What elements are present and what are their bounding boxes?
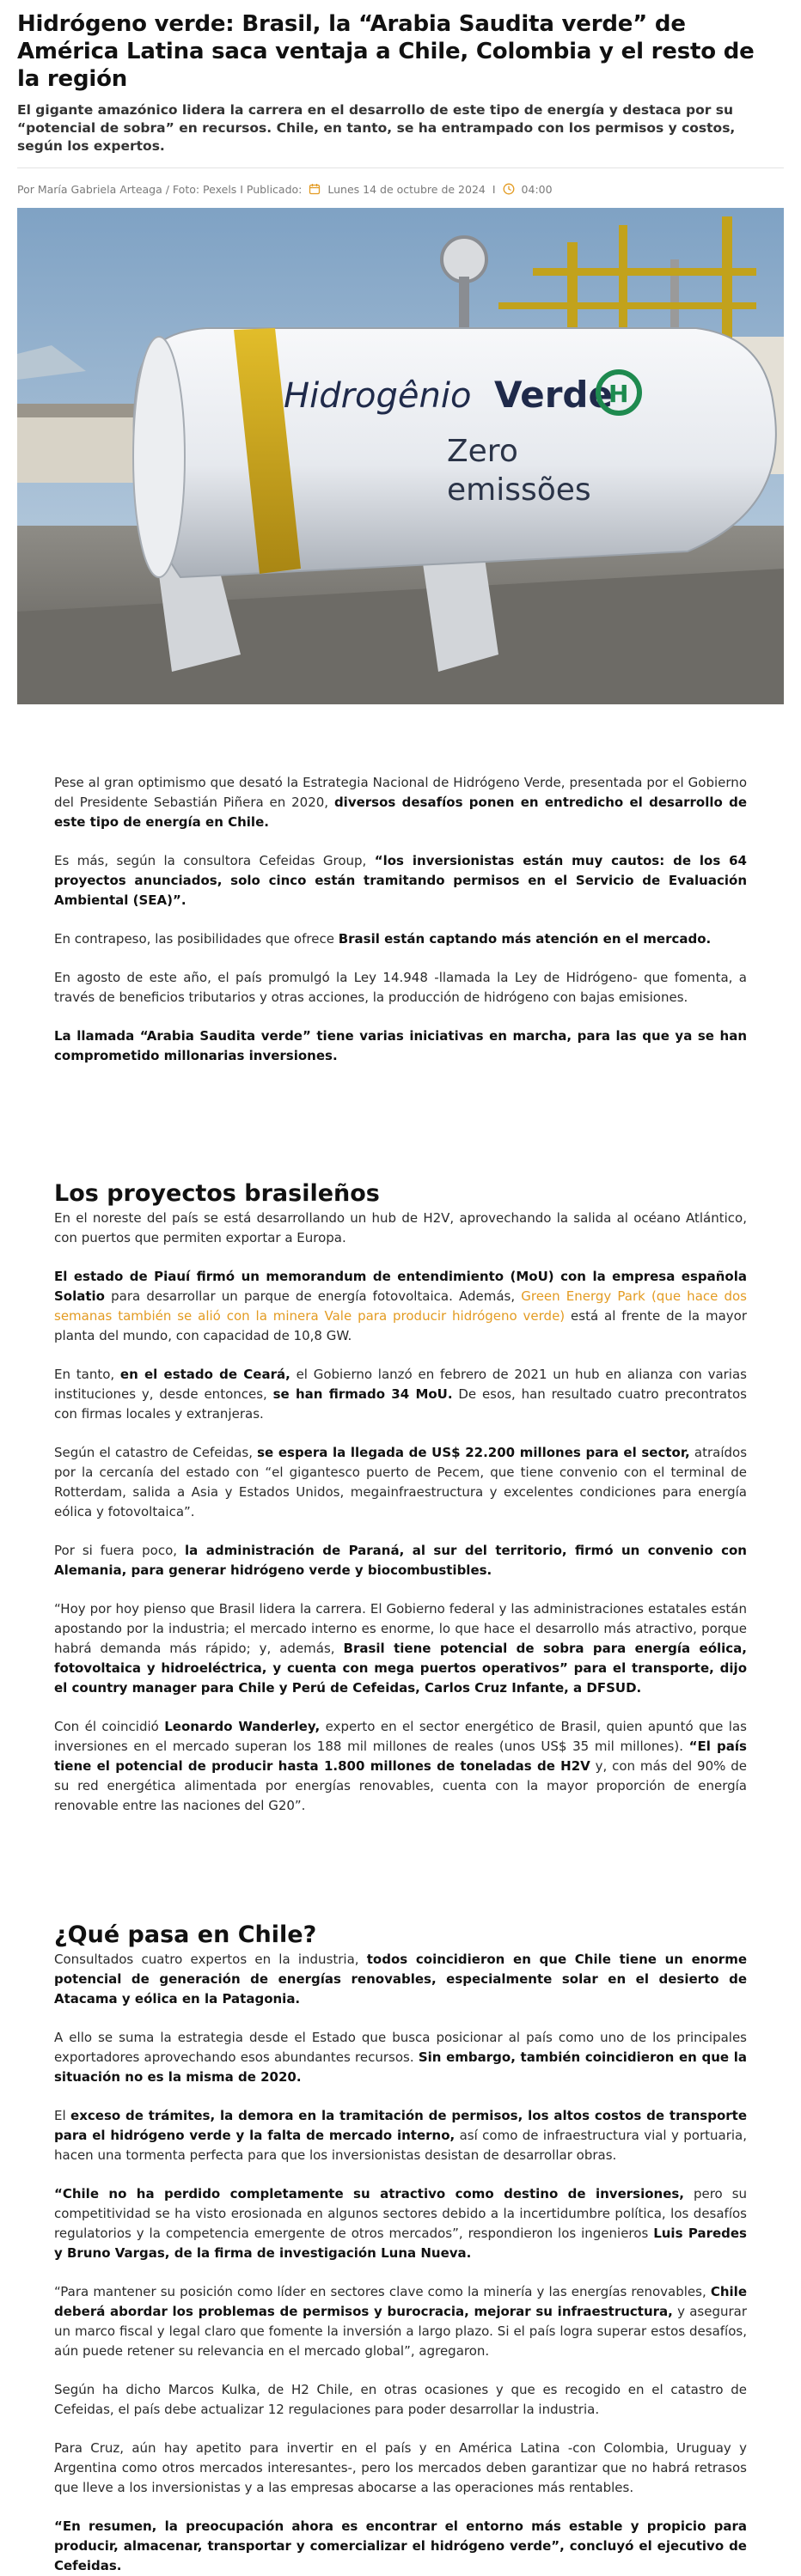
section-heading-chile: ¿Qué pasa en Chile?	[54, 1921, 317, 1948]
publish-date: Lunes 14 de octubre de 2024	[327, 182, 486, 196]
byline-separator: I	[492, 182, 496, 196]
byline-text: Por María Gabriela Arteaga / Foto: Pexels I Publicado:	[17, 182, 303, 196]
hydrogen-logo-icon: H	[608, 380, 629, 408]
article-subtitle: El gigante amazónico lidera la carrera en el desarrollo de este tipo de energía y destaca por su “potencial de sobra” en recursos. Chile, en tanto, se ha entrampado con los permisos y costos, según los expertos.	[17, 102, 736, 154]
clock-icon	[503, 183, 515, 195]
paragraph: En tanto, en el estado de Ceará, el Gobierno lanzó en febrero de 2021 un hub en alianza con varias instituciones y, desde entonces, se han firmado 34 MoU. De esos, han resultado cuatro precontratos con firmas locales y extranjeras.	[54, 1367, 748, 1422]
calendar-icon	[309, 183, 321, 195]
green-energy-park-link[interactable]: Green Energy Park (que hace dos semanas también se alió con la minera Vale para producir hidrógeno verde)	[54, 1288, 747, 1324]
tank-line1-text: Zero	[447, 434, 518, 469]
byline	[17, 180, 784, 198]
header-divider	[17, 167, 784, 168]
paragraph: Por si fuera poco, la administración de Paraná, al sur del territorio, firmó un convenio con Alemania, para generar hidrógeno verde y biocombustibles.	[54, 1543, 747, 1578]
hero-image	[17, 208, 784, 704]
paragraph: En contrapeso, las posibilidades que ofrece Brasil están captando más atención en el mercado.	[54, 931, 712, 947]
paragraph: Según el catastro de Cefeidas, se espera la llegada de US$ 22.200 millones para el sector, atraídos por la cercanía del estado con “el gigantesco puerto de Pecem, que tiene convenio con el terminal de Rotterdam, salida a Asia y Estados Unidos, megainfraestructura y excelentes condiciones para energía eólica y fotovoltaica”.	[54, 1445, 748, 1519]
article-header	[0, 0, 801, 198]
paragraph: Para Cruz, aún hay apetito para invertir en el país y en América Latina -con Colombia, Uruguay y Argentina como otros mercados interesantes-, pero los mercados deben garantizar que no habrá retrasos que lleve a los inversionistas y a las empresas abocarse a las operaciones más rentables.	[54, 2440, 747, 2495]
paragraph: En el noreste del país se está desarrollando un hub de H2V, aprovechando la salida al océano Atlántico, con puertos que permiten exportar a Europa.	[54, 1210, 747, 1245]
section-heading-brasil: Los proyectos brasileños	[54, 1180, 380, 1207]
paragraph: “Chile no ha perdido completamente su atractivo como destino de inversiones, pero su competitividad se ha visto erosionada en algunos sectores debido a la incertidumbre política, los desafíos regulatorios y la competencia emergente de otros mercados”, respondieron los ingenieros Luis Paredes y Bruno Vargas, de la firma de investigación Luna Nueva.	[54, 2186, 748, 2261]
paragraph: “Para mantener su posición como líder en sectores clave como la minería y las energías renovables, Chile deberá abordar los problemas de permisos y burocracia, mejorar su infraestructura, y asegurar un marco fiscal y legal claro que fomente la inversión a largo plazo. Si el país logra superar estos desafíos, aún puede retener su relevancia en el mercado global”, agregaron.	[54, 2284, 747, 2359]
paragraph: En agosto de este año, el país promulgó la Ley 14.948 -llamada la Ley de Hidrógeno- que fomenta, a través de beneficios tributarios y otras acciones, la producción de hidrógeno con bajas emisiones.	[54, 970, 747, 1005]
paragraph: El exceso de trámites, la demora en la tramitación de permisos, los altos costos de transporte para el hidrógeno verde y la falta de mercado interno, así como de infraestructura vial y portuaria, hacen una tormenta perfecta para que los inversionistas desistan de desarrollar obras.	[54, 2108, 748, 2163]
tank-brand-bold-text: Verde	[494, 374, 613, 416]
article-body	[0, 704, 801, 2576]
tank-line2-text: emissões	[447, 472, 591, 508]
paragraph: La llamada “Arabia Saudita verde” tiene varias iniciativas en marcha, para las que ya se han comprometido millonarias inversiones.	[54, 1028, 747, 1063]
publish-time: 04:00	[521, 182, 553, 196]
paragraph: Según ha dicho Marcos Kulka, de H2 Chile, en otras ocasiones y que es recogido en el catastro de Cefeidas, el país debe actualizar 12 regulaciones para poder desarrollar la industria.	[54, 2382, 747, 2417]
article-title: Hidrógeno verde: Brasil, la “Arabia Saudita verde” de América Latina saca ventaja a Chile, Colombia y el resto de la región	[17, 11, 755, 92]
paragraph: “Hoy por hoy pienso que Brasil lidera la carrera. El Gobierno federal y las administraciones estatales están apostando por la industria; el mercado interno es enorme, lo que hace el desarrollo más atractivo, porque habrá demanda más rápido; y, además, Brasil tiene potencial de sobra para energía eólica, fotovoltaica y hidroeléctrica, y cuenta con mega puertos operativos” para el transporte, dijo el country manager para Chile y Perú de Cefeidas, Carlos Cruz Infante, a DFSUD.	[54, 1601, 747, 1696]
paragraph: Consultados cuatro expertos en la industria, todos coincidieron en que Chile tiene un enorme potencial de generación de energías renovables, especialmente solar en el desierto de Atacama y eólica en la Patagonia.	[54, 1952, 747, 2007]
paragraph: Es más, según la consultora Cefeidas Group, “los inversionistas están muy cautos: de los 64 proyectos anunciados, solo cinco están tramitando permisos en el Servicio de Evaluación Ambiental (SEA)”.	[54, 853, 747, 908]
paragraph: El estado de Piauí firmó un memorandum de entendimiento (MoU) con la empresa española Solatio para desarrollar un parque de energía fotovoltaica. Además, Green Energy Park (que hace dos semanas también se alió con la minera Vale para producir hidrógeno verde) está al frente de la mayor planta del mundo, con capacidad de 10,8 GW.	[54, 1269, 747, 1343]
tank-brand-text: Hidrogênio	[284, 376, 472, 416]
paragraph: A ello se suma la estrategia desde el Estado que busca posicionar al país como uno de los principales exportadores aprovechando esos abundantes recursos. Sin embargo, también coincidieron en que la situación no es la misma de 2020.	[54, 2030, 747, 2085]
paragraph: Con él coincidió Leonardo Wanderley, experto en el sector energético de Brasil, quien apuntó que las inversiones en el mercado superan los 188 mil millones de reales (unos US$ 35 mil millones). “El país tiene el potencial de producir hasta 1.800 millones de toneladas de H2V y, con más del 90% de su red energética alimentada por energías renovables, cuenta con la mayor proporción de energía renovable entre las naciones del G20”.	[54, 1719, 747, 1813]
paragraph: “En resumen, la preocupación ahora es encontrar el entorno más estable y propicio para producir, almacenar, transportar y comercializar el hidrógeno verde”, concluyó el ejecutivo de Cefeidas.	[54, 2518, 747, 2573]
paragraph: Pese al gran optimismo que desató la Estrategia Nacional de Hidrógeno Verde, presentada por el Gobierno del Presidente Sebastián Piñera en 2020, diversos desafíos ponen en entredicho el desarrollo de este tipo de energía en Chile.	[54, 775, 747, 830]
